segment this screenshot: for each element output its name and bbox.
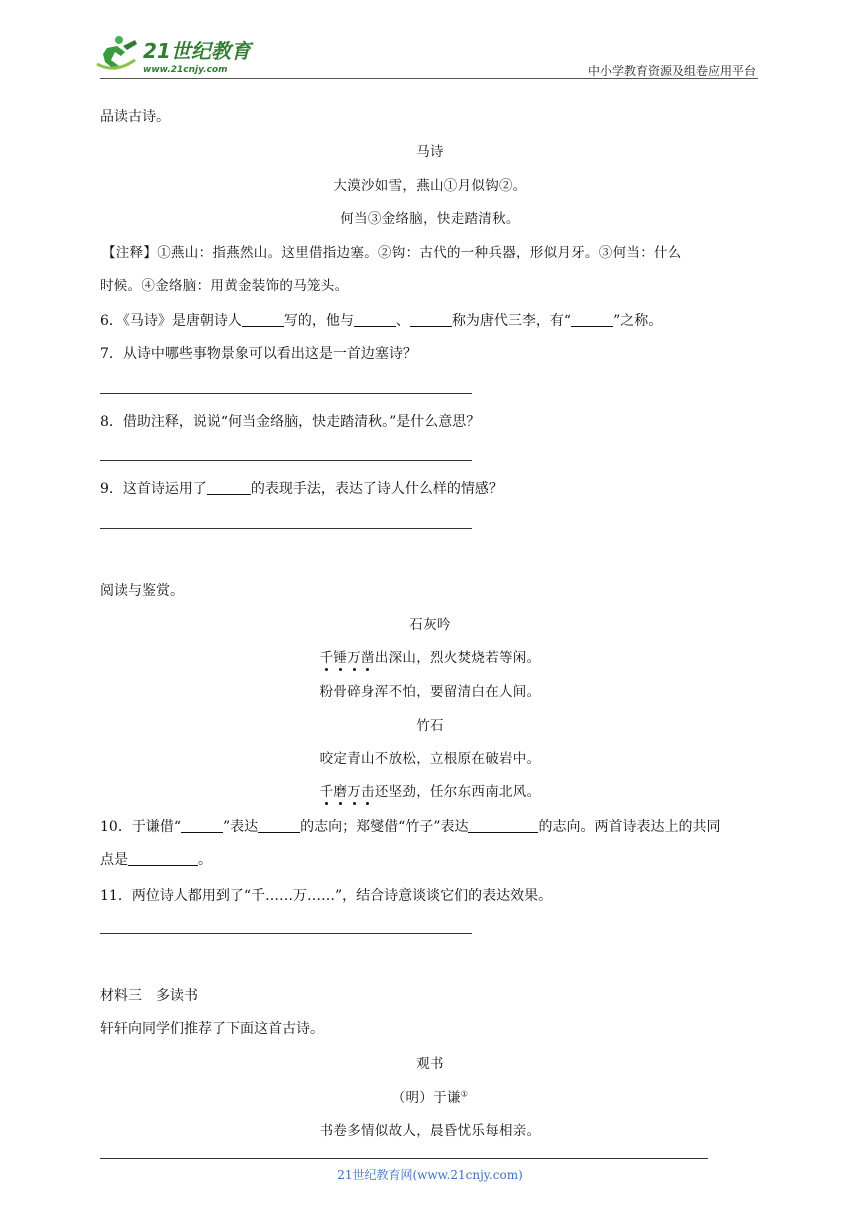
- poem-title-guanshu: 观书: [416, 1056, 444, 1072]
- question-8: 8．借助注释，说说“何当金络脑，快走踏清秋。”是什么意思？: [100, 414, 481, 430]
- site-logo: [95, 34, 265, 76]
- answer-blank[interactable]: [242, 312, 284, 327]
- poem-line: 粉骨碎身浑不怕，要留清白在人间。: [319, 684, 541, 700]
- answer-line[interactable]: [100, 393, 472, 394]
- platform-name: 中小学教育资源及组卷应用平台: [587, 64, 756, 78]
- poem-author: （明）于谦①: [391, 1089, 469, 1106]
- logo-text: 21世纪教育: [143, 39, 251, 63]
- poem-line: 书卷多情似故人，晨昏忧乐每相亲。: [319, 1123, 541, 1139]
- header-divider: [100, 78, 758, 79]
- footer-link[interactable]: 21世纪教育网(www.21cnjy.com): [337, 1168, 523, 1182]
- page-header: [0, 0, 860, 80]
- poem-line: 千磨万击还坚劲，任尔东西南北风。: [100, 780, 760, 800]
- poem-title-shihuiyin: 石灰吟: [409, 617, 451, 633]
- answer-line[interactable]: [100, 460, 472, 461]
- question-10: 10．于谦借“ ”表达 的志向；郑燮借“竹子”表达 的志向。两首诗表达上的共同: [100, 819, 721, 835]
- question-6: 6．《马诗》是唐朝诗人 写的，他与 、 称为唐代三李，有“ ”之称。: [100, 313, 663, 329]
- poem-line: 何当③金络脑，快走踏清秋。: [340, 211, 520, 227]
- answer-line[interactable]: [100, 528, 472, 529]
- question-7: 7．从诗中哪些事物景象可以看出这是一首边塞诗？: [100, 346, 417, 362]
- answer-blank[interactable]: [410, 312, 452, 327]
- poem-line: 大漠沙如雪，燕山①月似钩②。: [333, 178, 527, 194]
- footnote-marker: ①: [460, 1089, 469, 1099]
- poem-line: 咬定青山不放松，立根原在破岩中。: [319, 751, 541, 767]
- question-9: 9．这首诗运用了 的表现手法，表达了诗人什么样的情感？: [100, 481, 503, 497]
- footer-divider: [100, 1158, 708, 1159]
- annotation-line: 【注释】①燕山：指燕然山。这里借指边塞。②钩：古代的一种兵器，形似月牙。③何当：什么: [102, 245, 682, 261]
- answer-line[interactable]: [100, 933, 472, 934]
- answer-blank[interactable]: [354, 312, 396, 327]
- logo-url: www.21cnjy.com: [143, 65, 228, 75]
- answer-blank[interactable]: [468, 818, 538, 833]
- poem-line: 千锤万凿出深山，烈火焚烧若等闲。: [100, 646, 760, 666]
- section1-intro: 品读古诗。: [100, 109, 170, 125]
- section2-intro: 阅读与鉴赏。: [100, 583, 184, 599]
- poem-title-mashi: 马诗: [416, 144, 444, 160]
- answer-blank[interactable]: [181, 818, 223, 833]
- runner-icon: [97, 36, 137, 70]
- question-10-cont: 点是 。: [100, 852, 212, 868]
- section3-heading: 材料三 多读书: [100, 988, 198, 1004]
- answer-blank[interactable]: [128, 851, 198, 866]
- answer-blank[interactable]: [207, 480, 251, 495]
- answer-blank[interactable]: [571, 312, 613, 327]
- question-11: 11．两位诗人都用到了“千……万……”，结合诗意谈谈它们的表达效果。: [100, 888, 553, 904]
- poem-title-zhushi: 竹石: [416, 718, 444, 734]
- answer-blank[interactable]: [258, 818, 300, 833]
- annotation-line: 时候。④金络脑：用黄金装饰的马笼头。: [100, 278, 349, 294]
- section3-intro: 轩轩向同学们推荐了下面这首古诗。: [100, 1021, 324, 1037]
